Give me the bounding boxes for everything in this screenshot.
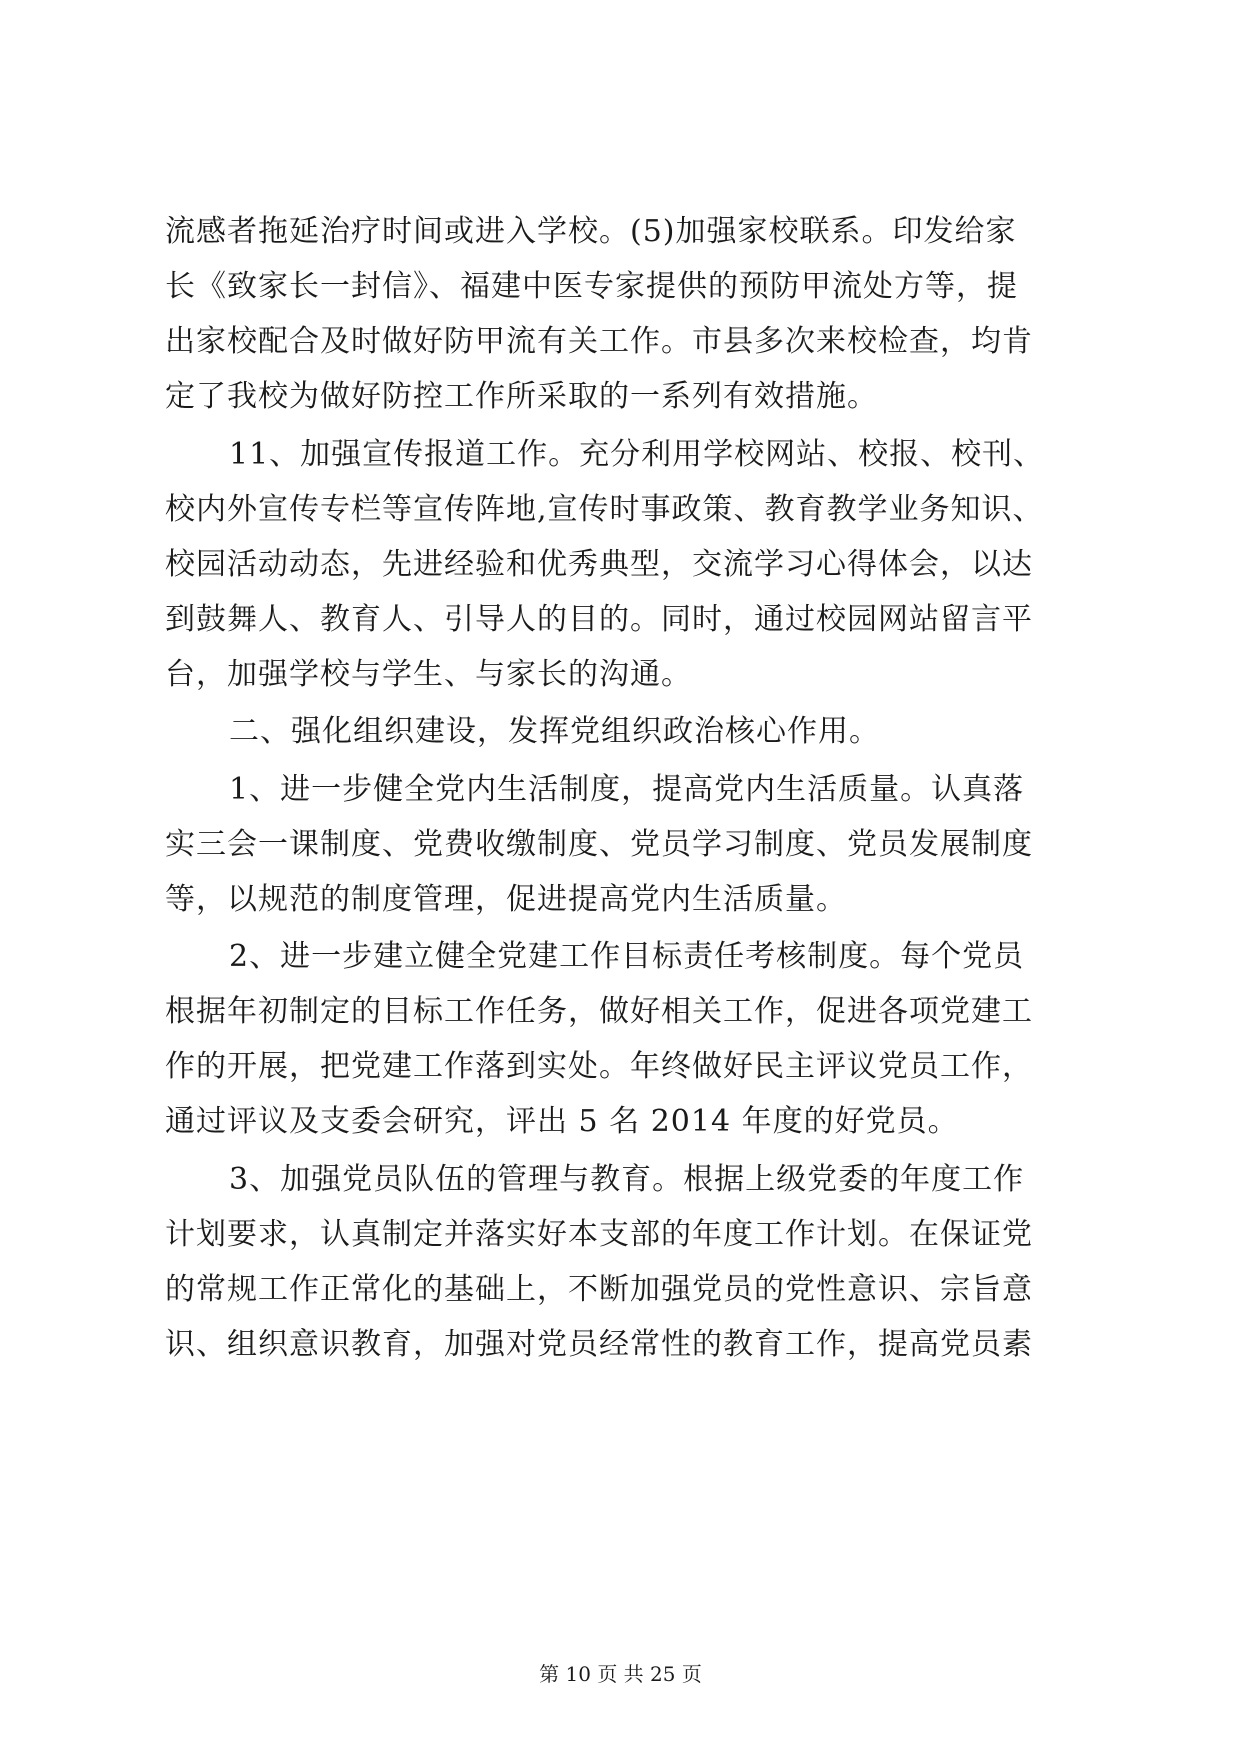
text-line: 识、组织意识教育，加强对党员经常性的教育工作，提高党员素 bbox=[165, 1327, 1033, 1362]
text-line: 2、进一步建立健全党建工作目标责任考核制度。每个党员 bbox=[229, 939, 1025, 974]
text-line: 作的开展，把党建工作落到实处。年终做好民主评议党员工作， bbox=[165, 1049, 1033, 1084]
text-line: 等，以规范的制度管理，促进提高党内生活质量。 bbox=[165, 882, 847, 917]
text-line: 1、进一步健全党内生活制度，提高党内生活质量。认真落 bbox=[229, 772, 1025, 807]
text-line: 台，加强学校与学生、与家长的沟通。 bbox=[165, 657, 692, 692]
page-number-footer: 第 10 页 共 25 页 bbox=[539, 1662, 702, 1686]
text-line: 到鼓舞人、教育人、引导人的目的。同时，通过校园网站留言平 bbox=[165, 602, 1033, 637]
section-heading: 二、强化组织建设，发挥党组织政治核心作用。 bbox=[229, 714, 880, 749]
text-line: 3、加强党员队伍的管理与教育。根据上级党委的年度工作 bbox=[229, 1162, 1025, 1197]
text-line: 长《致家长一封信》、福建中医专家提供的预防甲流处方等，提 bbox=[165, 269, 1018, 304]
text-line: 校园活动动态，先进经验和优秀典型，交流学习心得体会，以达 bbox=[165, 547, 1033, 582]
text-line: 11、加强宣传报道工作。充分利用学校网站、校报、校刊、 bbox=[229, 437, 1045, 472]
text-line: 校内外宣传专栏等宣传阵地,宣传时事政策、教育教学业务知识、 bbox=[165, 492, 1044, 527]
text-line: 计划要求，认真制定并落实好本支部的年度工作计划。在保证党 bbox=[165, 1217, 1033, 1252]
text-line: 的常规工作正常化的基础上，不断加强党员的党性意识、宗旨意 bbox=[165, 1272, 1033, 1307]
text-line: 实三会一课制度、党费收缴制度、党员学习制度、党员发展制度 bbox=[165, 827, 1033, 862]
text-line: 出家校配合及时做好防甲流有关工作。市县多次来校检查，均肯 bbox=[165, 324, 1033, 359]
text-line: 定了我校为做好防控工作所采取的一系列有效措施。 bbox=[165, 379, 878, 414]
text-line: 根据年初制定的目标工作任务，做好相关工作，促进各项党建工 bbox=[165, 994, 1033, 1029]
text-line: 流感者拖延治疗时间或进入学校。(5)加强家校联系。印发给家 bbox=[165, 214, 1017, 249]
text-line: 通过评议及支委会研究，评出 5 名 2014 年度的好党员。 bbox=[165, 1104, 959, 1139]
